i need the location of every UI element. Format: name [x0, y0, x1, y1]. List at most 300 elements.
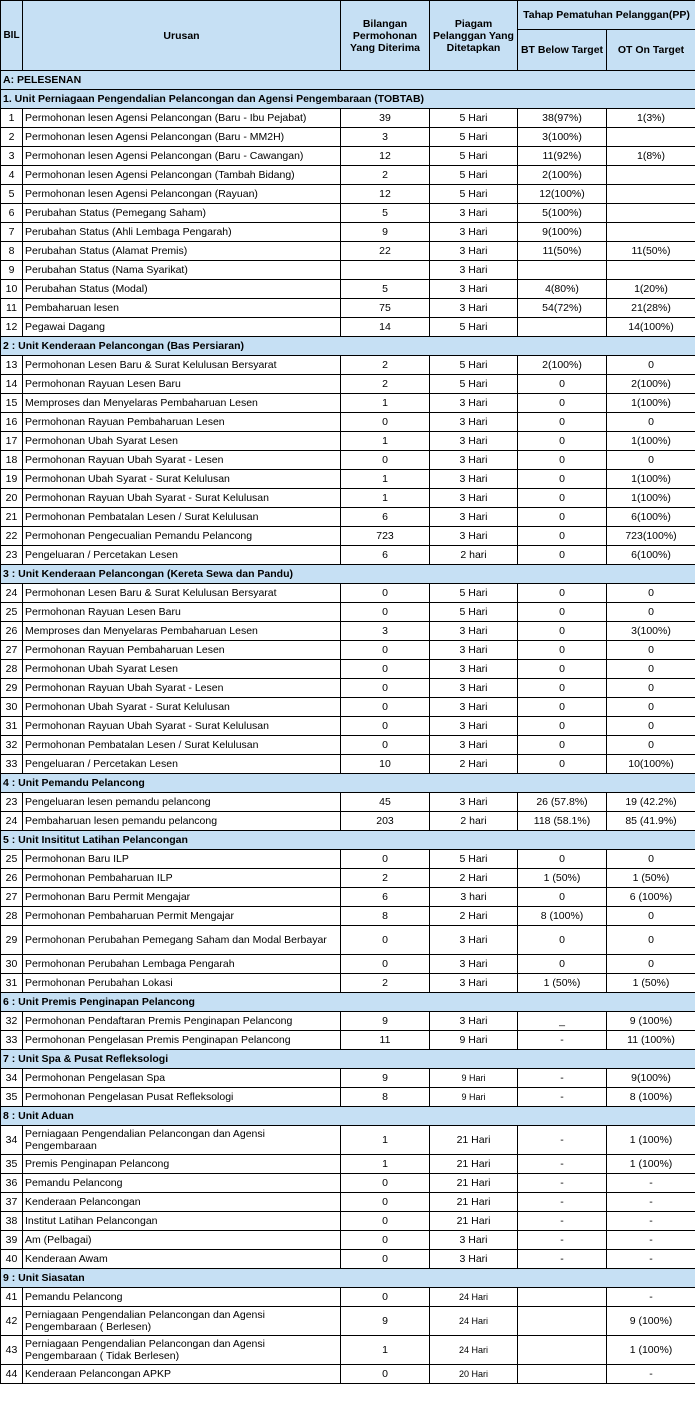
- ot-cell: -: [607, 1365, 695, 1384]
- piagam-cell: 3 Hari: [430, 470, 518, 489]
- bil-cell: 28: [1, 660, 23, 679]
- ot-cell: 1 (50%): [607, 869, 695, 888]
- ot-cell: 0: [607, 679, 695, 698]
- ot-cell: -: [607, 1212, 695, 1231]
- bilangan-cell: 2: [341, 974, 430, 993]
- urusan-cell: Perniagaan Pengendalian Pelancongan dan Agensi Pengembaraan ( Tidak Berlesen): [23, 1336, 341, 1365]
- bilangan-cell: 0: [341, 451, 430, 470]
- bt-cell: 0: [518, 413, 607, 432]
- table-row: [1, 1012, 695, 1031]
- bil-cell: 1: [1, 109, 23, 128]
- bilangan-cell: 0: [341, 679, 430, 698]
- urusan-cell: Perubahan Status (Modal): [23, 280, 341, 299]
- urusan-cell: Memproses dan Menyelaras Pembaharuan Lesen: [23, 622, 341, 641]
- piagam-cell: 3 hari: [430, 888, 518, 907]
- bil-cell: 26: [1, 869, 23, 888]
- urusan-cell: Perubahan Status (Nama Syarikat): [23, 261, 341, 280]
- piagam-cell: 21 Hari: [430, 1212, 518, 1231]
- bil-cell: 5: [1, 185, 23, 204]
- urusan-cell: Permohonan lesen Agensi Pelancongan (Baru - Cawangan): [23, 147, 341, 166]
- piagam-cell: 3 Hari: [430, 698, 518, 717]
- urusan-cell: Permohonan Ubah Syarat Lesen: [23, 660, 341, 679]
- ot-cell: 9 (100%): [607, 1307, 695, 1336]
- bt-cell: 0: [518, 527, 607, 546]
- table-row: [1, 356, 695, 375]
- urusan-cell: Permohonan Rayuan Pembaharuan Lesen: [23, 413, 341, 432]
- table-row: [1, 394, 695, 413]
- table-row: [1, 850, 695, 869]
- piagam-cell: 3 Hari: [430, 974, 518, 993]
- bil-cell: 21: [1, 508, 23, 527]
- ot-cell: -: [607, 1231, 695, 1250]
- ot-cell: 1 (100%): [607, 1336, 695, 1365]
- bt-cell: 0: [518, 584, 607, 603]
- ot-cell: 0: [607, 584, 695, 603]
- bil-cell: 27: [1, 888, 23, 907]
- header-urusan: Urusan: [23, 1, 341, 71]
- urusan-cell: Permohonan lesen Agensi Pelancongan (Baru - MM2H): [23, 128, 341, 147]
- ot-cell: 0: [607, 356, 695, 375]
- bt-cell: 8 (100%): [518, 907, 607, 926]
- piagam-cell: 21 Hari: [430, 1193, 518, 1212]
- urusan-cell: Permohonan Perubahan Pemegang Saham dan Modal Berbayar: [23, 926, 341, 955]
- table-row: [1, 1250, 695, 1269]
- ot-cell: 0: [607, 955, 695, 974]
- bt-cell: [518, 318, 607, 337]
- table-row: [1, 869, 695, 888]
- piagam-cell: 24 Hari: [430, 1336, 518, 1365]
- ot-cell: 0: [607, 603, 695, 622]
- ot-cell: 1(20%): [607, 280, 695, 299]
- ot-cell: 19 (42.2%): [607, 793, 695, 812]
- bil-cell: 34: [1, 1069, 23, 1088]
- urusan-cell: Kenderaan Pelancongan: [23, 1193, 341, 1212]
- bt-cell: 2(100%): [518, 356, 607, 375]
- section-header-row: [1, 831, 695, 850]
- bil-cell: 9: [1, 261, 23, 280]
- bilangan-cell: 0: [341, 603, 430, 622]
- piagam-cell: 20 Hari: [430, 1365, 518, 1384]
- bilangan-cell: 0: [341, 641, 430, 660]
- piagam-cell: 3 Hari: [430, 641, 518, 660]
- bt-cell: 0: [518, 622, 607, 641]
- bt-cell: 0: [518, 850, 607, 869]
- piagam-cell: 3 Hari: [430, 432, 518, 451]
- bil-cell: 15: [1, 394, 23, 413]
- bil-cell: 12: [1, 318, 23, 337]
- table-row: [1, 584, 695, 603]
- urusan-cell: Permohonan Pengelasan Premis Penginapan Pelancong: [23, 1031, 341, 1050]
- ot-cell: 0: [607, 698, 695, 717]
- section-header-row: [1, 1107, 695, 1126]
- bil-cell: 20: [1, 489, 23, 508]
- piagam-cell: 2 hari: [430, 546, 518, 565]
- section-title: 2 : Unit Kenderaan Pelancongan (Bas Persiaran): [1, 337, 695, 356]
- table-row: [1, 955, 695, 974]
- piagam-cell: 2 Hari: [430, 755, 518, 774]
- urusan-cell: Permohonan Perubahan Lembaga Pengarah: [23, 955, 341, 974]
- urusan-cell: Perubahan Status (Alamat Premis): [23, 242, 341, 261]
- bilangan-cell: 2: [341, 166, 430, 185]
- section-title: 6 : Unit Premis Penginapan Pelancong: [1, 993, 695, 1012]
- bt-cell: 26 (57.8%): [518, 793, 607, 812]
- piagam-cell: 21 Hari: [430, 1155, 518, 1174]
- bilangan-cell: 11: [341, 1031, 430, 1050]
- bilangan-cell: 1: [341, 1336, 430, 1365]
- ot-cell: 0: [607, 660, 695, 679]
- urusan-cell: Permohonan Pendaftaran Premis Penginapan Pelancong: [23, 1012, 341, 1031]
- bilangan-cell: 12: [341, 147, 430, 166]
- bilangan-cell: 0: [341, 1231, 430, 1250]
- bilangan-cell: 5: [341, 204, 430, 223]
- table-row: [1, 974, 695, 993]
- urusan-cell: Pembaharuan lesen: [23, 299, 341, 318]
- ot-cell: [607, 223, 695, 242]
- bt-cell: -: [518, 1155, 607, 1174]
- bt-cell: 0: [518, 660, 607, 679]
- bilangan-cell: 0: [341, 926, 430, 955]
- table-row: [1, 1193, 695, 1212]
- urusan-cell: Permohonan Ubah Syarat - Surat Kelulusan: [23, 698, 341, 717]
- ot-cell: 0: [607, 451, 695, 470]
- bt-cell: 0: [518, 432, 607, 451]
- table-row: [1, 204, 695, 223]
- table-row: [1, 508, 695, 527]
- bt-cell: [518, 261, 607, 280]
- table-row: [1, 660, 695, 679]
- table-row: [1, 736, 695, 755]
- bilangan-cell: 0: [341, 1288, 430, 1307]
- urusan-cell: Permohonan Baru ILP: [23, 850, 341, 869]
- bt-cell: 11(92%): [518, 147, 607, 166]
- urusan-cell: Permohonan Pengelasan Pusat Refleksologi: [23, 1088, 341, 1107]
- bilangan-cell: 14: [341, 318, 430, 337]
- bt-cell: -: [518, 1069, 607, 1088]
- piagam-cell: 3 Hari: [430, 527, 518, 546]
- bil-cell: 33: [1, 1031, 23, 1050]
- ot-cell: 9(100%): [607, 1069, 695, 1088]
- urusan-cell: Permohonan Pembaharuan ILP: [23, 869, 341, 888]
- table-row: [1, 1365, 695, 1384]
- section-title: 1. Unit Perniagaan Pengendalian Pelancongan dan Agensi Pengembaraan (TOBTAB): [1, 90, 695, 109]
- urusan-cell: Permohonan Rayuan Ubah Syarat - Lesen: [23, 679, 341, 698]
- urusan-cell: Permohonan lesen Agensi Pelancongan (Rayuan): [23, 185, 341, 204]
- urusan-cell: Perniagaan Pengendalian Pelancongan dan Agensi Pengembaraan ( Berlesen): [23, 1307, 341, 1336]
- bilangan-cell: 75: [341, 299, 430, 318]
- piagam-cell: 2 Hari: [430, 907, 518, 926]
- urusan-cell: Permohonan Lesen Baru & Surat Kelulusan Bersyarat: [23, 584, 341, 603]
- table-row: [1, 1069, 695, 1088]
- bt-cell: 0: [518, 375, 607, 394]
- urusan-cell: Permohonan Pengecualian Pemandu Pelancong: [23, 527, 341, 546]
- ot-cell: 21(28%): [607, 299, 695, 318]
- bil-cell: 3: [1, 147, 23, 166]
- ot-cell: 0: [607, 926, 695, 955]
- bt-cell: [518, 1307, 607, 1336]
- top-heading: A: PELESENAN: [1, 71, 695, 90]
- bt-cell: [518, 1336, 607, 1365]
- bil-cell: 31: [1, 974, 23, 993]
- bilangan-cell: 1: [341, 489, 430, 508]
- ot-cell: -: [607, 1174, 695, 1193]
- table-row: [1, 717, 695, 736]
- bil-cell: 30: [1, 698, 23, 717]
- bilangan-cell: 1: [341, 470, 430, 489]
- table-row: [1, 1231, 695, 1250]
- table-row: [1, 185, 695, 204]
- bt-cell: -: [518, 1088, 607, 1107]
- bilangan-cell: 10: [341, 755, 430, 774]
- urusan-cell: Permohonan Perubahan Lokasi: [23, 974, 341, 993]
- bil-cell: 24: [1, 584, 23, 603]
- piagam-cell: 3 Hari: [430, 793, 518, 812]
- section-header-row: [1, 993, 695, 1012]
- table-row: [1, 546, 695, 565]
- ot-cell: 723(100%): [607, 527, 695, 546]
- header-piagam: Piagam Pelanggan Yang Ditetapkan: [430, 1, 518, 71]
- bilangan-cell: 0: [341, 1250, 430, 1269]
- piagam-cell: 3 Hari: [430, 413, 518, 432]
- piagam-cell: 5 Hari: [430, 147, 518, 166]
- bil-cell: 33: [1, 755, 23, 774]
- urusan-cell: Kenderaan Awam: [23, 1250, 341, 1269]
- table-row: [1, 261, 695, 280]
- bt-cell: 0: [518, 755, 607, 774]
- bil-cell: 14: [1, 375, 23, 394]
- table-row: [1, 280, 695, 299]
- piagam-cell: 2 hari: [430, 812, 518, 831]
- bt-cell: 12(100%): [518, 185, 607, 204]
- table-body: [1, 71, 695, 1384]
- table-row: [1, 679, 695, 698]
- table-row: [1, 1307, 695, 1336]
- bilangan-cell: 6: [341, 888, 430, 907]
- bil-cell: 19: [1, 470, 23, 489]
- bil-cell: 22: [1, 527, 23, 546]
- bt-cell: 0: [518, 955, 607, 974]
- ot-cell: 6(100%): [607, 546, 695, 565]
- piagam-cell: 21 Hari: [430, 1174, 518, 1193]
- bt-cell: 1 (50%): [518, 869, 607, 888]
- ot-cell: 0: [607, 717, 695, 736]
- header-tahap: Tahap Pematuhan Pelanggan(PP): [518, 1, 695, 30]
- bilangan-cell: 9: [341, 1307, 430, 1336]
- table-row: [1, 641, 695, 660]
- table-row: [1, 1336, 695, 1365]
- bilangan-cell: 9: [341, 1069, 430, 1088]
- ot-cell: [607, 204, 695, 223]
- urusan-cell: Permohonan Pembaharuan Permit Mengajar: [23, 907, 341, 926]
- bt-cell: 11(50%): [518, 242, 607, 261]
- bilangan-cell: 2: [341, 869, 430, 888]
- bilangan-cell: 9: [341, 1012, 430, 1031]
- section-header-row: [1, 337, 695, 356]
- table-row: [1, 318, 695, 337]
- bil-cell: 6: [1, 204, 23, 223]
- bil-cell: 24: [1, 812, 23, 831]
- piagam-cell: 3 Hari: [430, 451, 518, 470]
- urusan-cell: Perubahan Status (Ahli Lembaga Pengarah): [23, 223, 341, 242]
- bil-cell: 31: [1, 717, 23, 736]
- bil-cell: 43: [1, 1336, 23, 1365]
- table-row: [1, 147, 695, 166]
- table-row: [1, 888, 695, 907]
- section-header-row: [1, 565, 695, 584]
- bt-cell: 0: [518, 698, 607, 717]
- bil-cell: 4: [1, 166, 23, 185]
- urusan-cell: Permohonan lesen Agensi Pelancongan (Baru - Ibu Pejabat): [23, 109, 341, 128]
- ot-cell: [607, 166, 695, 185]
- piagam-cell: 5 Hari: [430, 109, 518, 128]
- bilangan-cell: 1: [341, 394, 430, 413]
- table-row: [1, 793, 695, 812]
- header-bil: BIL: [1, 1, 23, 71]
- table-row: [1, 432, 695, 451]
- bil-cell: 25: [1, 603, 23, 622]
- bilangan-cell: 0: [341, 413, 430, 432]
- bt-cell: -: [518, 1031, 607, 1050]
- table-row: [1, 907, 695, 926]
- piagam-cell: 5 Hari: [430, 584, 518, 603]
- urusan-cell: Memproses dan Menyelaras Pembaharuan Lesen: [23, 394, 341, 413]
- ot-cell: 1(100%): [607, 489, 695, 508]
- urusan-cell: Pembaharuan lesen pemandu pelancong: [23, 812, 341, 831]
- urusan-cell: Pengeluaran / Percetakan Lesen: [23, 755, 341, 774]
- piagam-cell: 3 Hari: [430, 622, 518, 641]
- piagam-cell: 24 Hari: [430, 1288, 518, 1307]
- bt-cell: [518, 1365, 607, 1384]
- piagam-cell: 3 Hari: [430, 394, 518, 413]
- table-row: [1, 109, 695, 128]
- bt-cell: _: [518, 1012, 607, 1031]
- urusan-cell: Permohonan Rayuan Lesen Baru: [23, 603, 341, 622]
- ot-cell: [607, 185, 695, 204]
- bt-cell: -: [518, 1126, 607, 1155]
- piagam-cell: 3 Hari: [430, 223, 518, 242]
- urusan-cell: Pegawai Dagang: [23, 318, 341, 337]
- section-title: 3 : Unit Kenderaan Pelancongan (Kereta Sewa dan Pandu): [1, 565, 695, 584]
- bt-cell: 0: [518, 470, 607, 489]
- table-row: [1, 755, 695, 774]
- bt-cell: 0: [518, 546, 607, 565]
- top-heading-row: [1, 71, 695, 90]
- ot-cell: 1(100%): [607, 470, 695, 489]
- piagam-cell: 3 Hari: [430, 280, 518, 299]
- bil-cell: 26: [1, 622, 23, 641]
- urusan-cell: Permohonan Rayuan Ubah Syarat - Surat Kelulusan: [23, 717, 341, 736]
- piagam-cell: 3 Hari: [430, 489, 518, 508]
- piagam-cell: 3 Hari: [430, 660, 518, 679]
- urusan-cell: Permohonan Baru Permit Mengajar: [23, 888, 341, 907]
- piagam-cell: 3 Hari: [430, 1012, 518, 1031]
- bil-cell: 32: [1, 736, 23, 755]
- bilangan-cell: 0: [341, 736, 430, 755]
- piagam-cell: 3 Hari: [430, 717, 518, 736]
- ot-cell: 1(8%): [607, 147, 695, 166]
- bilangan-cell: 0: [341, 717, 430, 736]
- bt-cell: 0: [518, 641, 607, 660]
- table-row: [1, 812, 695, 831]
- bt-cell: 0: [518, 679, 607, 698]
- urusan-cell: Pengeluaran lesen pemandu pelancong: [23, 793, 341, 812]
- bt-cell: 0: [518, 603, 607, 622]
- table-row: [1, 128, 695, 147]
- bt-cell: 0: [518, 926, 607, 955]
- header-bt: BT Below Target: [518, 30, 607, 71]
- table-row: [1, 166, 695, 185]
- piagam-cell: 3 Hari: [430, 1231, 518, 1250]
- urusan-cell: Permohonan Rayuan Lesen Baru: [23, 375, 341, 394]
- bil-cell: 11: [1, 299, 23, 318]
- bil-cell: 23: [1, 793, 23, 812]
- bilangan-cell: 6: [341, 508, 430, 527]
- bil-cell: 34: [1, 1126, 23, 1155]
- ot-cell: 11 (100%): [607, 1031, 695, 1050]
- bt-cell: 0: [518, 717, 607, 736]
- piagam-cell: 5 Hari: [430, 356, 518, 375]
- section-header-row: [1, 1050, 695, 1069]
- table-row: [1, 926, 695, 955]
- bt-cell: 0: [518, 508, 607, 527]
- bil-cell: 10: [1, 280, 23, 299]
- bilangan-cell: 9: [341, 223, 430, 242]
- table-row: [1, 242, 695, 261]
- bt-cell: 2(100%): [518, 166, 607, 185]
- ot-cell: 8 (100%): [607, 1088, 695, 1107]
- table-row: [1, 489, 695, 508]
- urusan-cell: Kenderaan Pelancongan APKP: [23, 1365, 341, 1384]
- ot-cell: -: [607, 1193, 695, 1212]
- header-ot: OT On Target: [607, 30, 695, 71]
- section-title: 9 : Unit Siasatan: [1, 1269, 695, 1288]
- bil-cell: 23: [1, 546, 23, 565]
- bt-cell: 0: [518, 888, 607, 907]
- ot-cell: [607, 128, 695, 147]
- table-row: [1, 451, 695, 470]
- piagam-cell: 5 Hari: [430, 850, 518, 869]
- piagam-cell: 3 Hari: [430, 926, 518, 955]
- urusan-cell: Am (Pelbagai): [23, 1231, 341, 1250]
- bil-cell: 41: [1, 1288, 23, 1307]
- urusan-cell: Permohonan Rayuan Pembaharuan Lesen: [23, 641, 341, 660]
- bil-cell: 2: [1, 128, 23, 147]
- bt-cell: -: [518, 1212, 607, 1231]
- piagam-cell: 3 Hari: [430, 508, 518, 527]
- urusan-cell: Permohonan Pembatalan Lesen / Surat Kelulusan: [23, 508, 341, 527]
- ot-cell: 10(100%): [607, 755, 695, 774]
- bilangan-cell: 2: [341, 356, 430, 375]
- ot-cell: 0: [607, 641, 695, 660]
- urusan-cell: Permohonan Lesen Baru & Surat Kelulusan Bersyarat: [23, 356, 341, 375]
- bt-cell: 9(100%): [518, 223, 607, 242]
- bilangan-cell: [341, 261, 430, 280]
- bil-cell: 42: [1, 1307, 23, 1336]
- table-header: [1, 1, 695, 71]
- table-row: [1, 299, 695, 318]
- table-row: [1, 1031, 695, 1050]
- ot-cell: -: [607, 1250, 695, 1269]
- bilangan-cell: 0: [341, 660, 430, 679]
- piagam-cell: 5 Hari: [430, 166, 518, 185]
- piagam-cell: 9 Hari: [430, 1088, 518, 1107]
- section-title: 5 : Unit Insititut Latihan Pelancongan: [1, 831, 695, 850]
- bilangan-cell: 0: [341, 850, 430, 869]
- ot-cell: 1(3%): [607, 109, 695, 128]
- bt-cell: 118 (58.1%): [518, 812, 607, 831]
- urusan-cell: Institut Latihan Pelancongan: [23, 1212, 341, 1231]
- bilangan-cell: 0: [341, 1193, 430, 1212]
- section-header-row: [1, 774, 695, 793]
